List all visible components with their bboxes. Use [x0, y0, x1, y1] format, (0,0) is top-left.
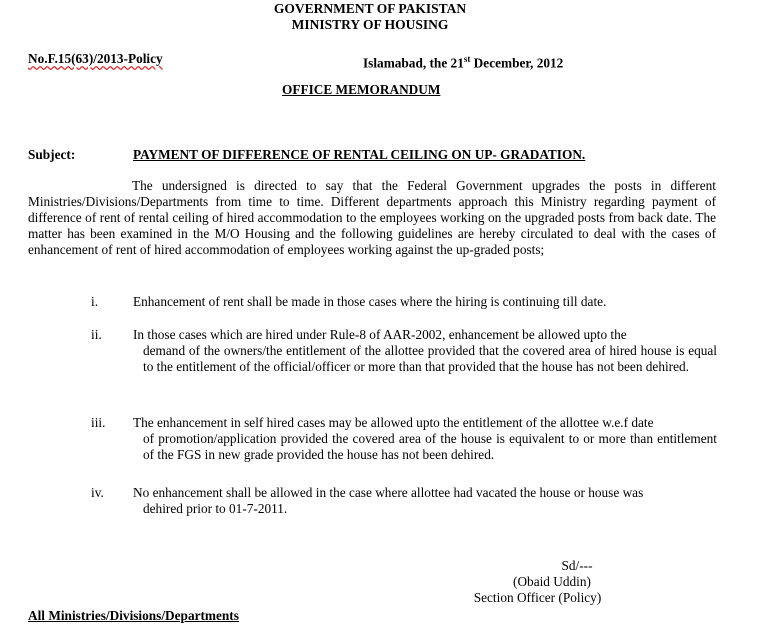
place-date [363, 51, 563, 71]
item-number: ii. [91, 327, 102, 342]
place-date-prefix: Islamabad, the 21 [363, 55, 464, 71]
item-text: Enhancement of rent shall be made in those cases where the hiring is continuing till date. [133, 294, 607, 309]
header-ministry: MINISTRY OF HOUSING [291, 17, 449, 32]
body-paragraph: The undersigned is directed to say that the Federal Government upgrades the posts in different Ministries/Divisions/Departments from time to time. Different departments approach this Ministry regarding payment of difference of rent of rental ceiling of hired accommodation to the employees working on the upgraded posts from back date. The matter has been examined in the M/O Housing and the following guidelines are hereby circulated to deal with the cases of enhancement of rent of hired accommodation of employees working against the up-graded posts; [28, 178, 716, 257]
list-item [133, 327, 717, 375]
item-continuation: dehired prior to 01-7-2011. [143, 501, 288, 516]
signature-name: (Obaid Uddin) [513, 574, 591, 589]
subject-label: Subject: [28, 147, 76, 162]
item-number: iii. [91, 415, 106, 430]
list-item [133, 485, 717, 517]
memo-title: OFFICE MEMORANDUM [282, 82, 441, 97]
list-item [133, 415, 717, 463]
distribution-list: All Ministries/Divisions/Departments [28, 608, 239, 623]
signature-designation: Section Officer (Policy) [473, 590, 602, 605]
reference-number-text: No.F.15(63)/2013-Policy [28, 51, 163, 66]
item-first-line: In those cases which are hired under Rule-8 of AAR-2002, enhancement be allowed upto the [133, 327, 627, 342]
header-government: GOVERNMENT OF PAKISTAN [273, 1, 467, 16]
item-continuation: of promotion/application provided the covered area of the house is equivalent to or more than entitlement of the FGS in new grade provided the house has not been dehired. [143, 431, 717, 462]
item-number: iv. [91, 485, 104, 500]
item-first-line: The enhancement in self hired cases may be allowed upto the entitlement of the allottee w.e.f date [133, 415, 654, 430]
place-date-suffix: December, 2012 [470, 55, 564, 71]
list-item [133, 294, 717, 310]
signature-sd: Sd/--- [561, 558, 593, 573]
reference-number [28, 51, 163, 67]
date-superscript: st [463, 54, 471, 64]
item-first-line: No enhancement shall be allowed in the case where allottee had vacated the house or house was [133, 485, 644, 500]
subject-text: PAYMENT OF DIFFERENCE OF RENTAL CEILING ON UP- GRADATION. [133, 147, 586, 162]
item-continuation: demand of the owners/the entitlement of the allottee provided that the covered area of hired house is equal to the entitlement of the official/officer or more than that provided that the house has not been dehired. [143, 343, 717, 374]
item-number: i. [91, 294, 99, 309]
